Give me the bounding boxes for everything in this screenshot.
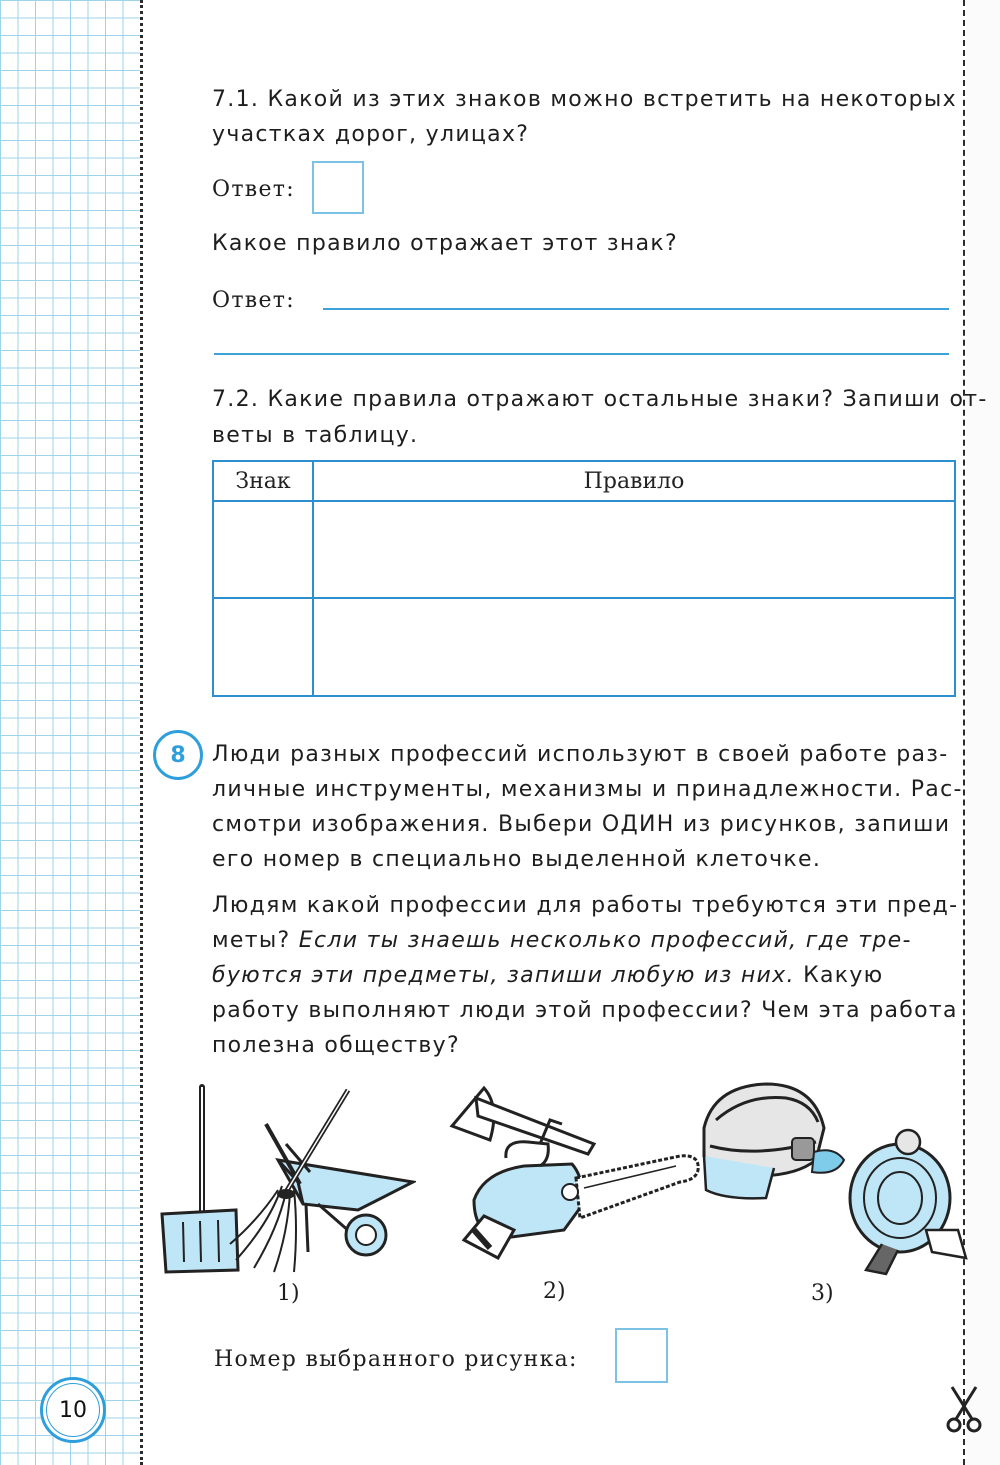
table-cell-rule[interactable] [313, 501, 955, 598]
q7-1-line1: 7.1. Какой из этих знаков можно встретить на некоторых [212, 87, 957, 112]
task-number-badge: 8 [153, 730, 203, 780]
picture-label-2: 2) [543, 1279, 566, 1304]
dotted-divider [140, 0, 143, 1465]
answer-box-7-1[interactable] [312, 161, 364, 214]
q8-para2-line2-normal: меты? [212, 928, 291, 953]
answer-label-2: Ответ: [212, 288, 295, 313]
q8-para2-line2 [212, 923, 912, 958]
q7-1-line2: участках дорог, улицах? [212, 122, 530, 147]
scissors-icon [946, 1385, 982, 1435]
q8-para1-line4: его номер в специально выделенной клеточке. [212, 847, 822, 872]
q7-2-line1: 7.2. Какие правила отражают остальные знаки? Запиши от- [212, 387, 988, 412]
q8-para2-line4: работу выполняют люди этой профессии? Чем эта работа [212, 998, 958, 1023]
lumberjack-tools-icon[interactable] [444, 1080, 706, 1270]
q8-para1-line2: личные инструменты, механизмы и принадлежности. Рас- [212, 777, 963, 802]
janitor-tools-icon[interactable] [158, 1082, 416, 1282]
picture-label-1: 1) [277, 1281, 300, 1306]
grid-margin [0, 0, 140, 1465]
q8-para2-line3-normal: Какую [803, 963, 884, 988]
q8-para2-line2-italic: Если ты знаешь несколько профессий, где тре- [298, 928, 912, 953]
q8-para2-line5: полезна обществу? [212, 1033, 460, 1058]
table-header-rule: Правило [313, 461, 955, 501]
table-row [213, 598, 955, 696]
q7-2-line2: веты в таблицу. [212, 423, 419, 448]
q8-para2-line1: Людям какой профессии для работы требуются эти пред- [212, 893, 959, 918]
q7-1-question2: Какое правило отражает этот знак? [212, 231, 678, 256]
q8-para2-line3 [212, 958, 884, 993]
table-header-sign: Знак [213, 461, 313, 501]
answer-label-1: Ответ: [212, 177, 295, 202]
table-cell-rule[interactable] [313, 598, 955, 696]
chosen-picture-label: Номер выбранного рисунка: [214, 1347, 578, 1372]
table-row [213, 501, 955, 598]
firefighter-gear-icon[interactable] [696, 1080, 980, 1280]
q8-para1-line1: Люди разных профессий используют в своей работе раз- [212, 742, 949, 767]
rules-table [212, 460, 956, 697]
answer-line-2[interactable] [214, 353, 949, 355]
page-number: 10 [40, 1377, 106, 1443]
table-cell-sign[interactable] [213, 598, 313, 696]
picture-label-3: 3) [811, 1281, 834, 1306]
answer-line-1[interactable] [323, 308, 949, 310]
q8-para1-line3: смотри изображения. Выбери ОДИН из рисунков, запиши [212, 812, 951, 837]
table-cell-sign[interactable] [213, 501, 313, 598]
chosen-picture-box[interactable] [615, 1328, 668, 1383]
q8-para2-line3-italic: буются эти предметы, запиши любую из них. [212, 963, 795, 988]
